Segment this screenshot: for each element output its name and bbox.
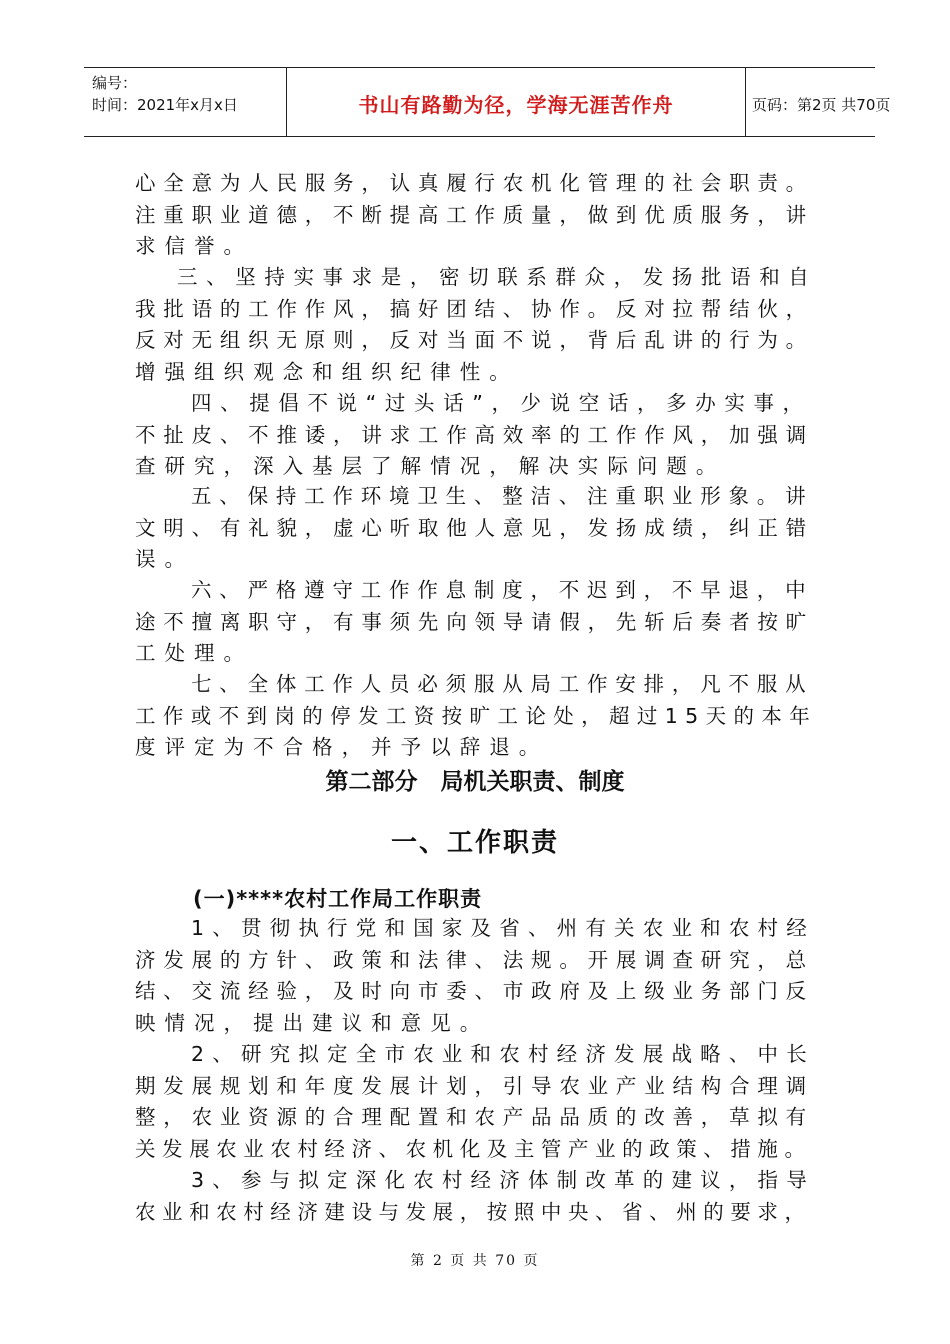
text-line: 整，农业资源的合理配置和农产品品质的改善，草拟有 (135, 1105, 814, 1129)
text-line: 五、保持工作环境卫生、整洁、注重职业形象。讲 (191, 484, 814, 508)
paragraph-8 (135, 1039, 819, 1165)
subheading: (一)****农村工作局工作职责 (193, 887, 483, 911)
header-page-cell (746, 68, 891, 136)
header-motto-cell (286, 68, 746, 136)
paragraph-3 (135, 388, 819, 483)
text-line: 不扯皮、不推诿，讲求工作高效率的工作作风，加强调 (135, 422, 814, 447)
paragraph-7 (135, 913, 819, 1039)
text-line: 途不擅离职守，有事须先向领导请假，先斩后奏者按旷 (135, 609, 814, 634)
text-line: 注重职业道德，不断提高工作质量，做到优质服务，讲 (135, 202, 814, 227)
doc-number-label: 编号： (92, 74, 138, 92)
text-line: 1、贯彻执行党和国家及省、州有关农业和农村经 (191, 916, 815, 940)
text-line: 关发展农业农村经济、农机化及主管产业的政策、措施。 (135, 1136, 812, 1161)
paragraph-5 (135, 575, 819, 670)
section-title: 第二部分 局机关职责、制度 (325, 769, 625, 795)
paragraph-2 (135, 262, 819, 388)
paragraph-9 (135, 1165, 819, 1228)
text-line: 度评定为不合格，并予以辞退。 (135, 735, 549, 759)
text-line: 工作或不到岗的停发工资按旷工论处，超过15天的本年 (135, 703, 818, 728)
text-line: 结、交流经验，及时向市委、市政府及上级业务部门反 (135, 979, 814, 1003)
header-motto: 书山有路勤为径，学海无涯苦作舟 (358, 93, 674, 117)
text-line: 工处理。 (135, 641, 254, 665)
text-line: 期发展规划和年度发展计划，引导农业产业结构合理调 (135, 1073, 814, 1098)
text-line: 七、全体工作人员必须服从局工作安排，凡不服从 (191, 672, 814, 696)
paragraph-1 (135, 168, 819, 263)
text-line: 四、提倡不说“过头话”，少说空话，多办实事， (191, 391, 812, 415)
text-line: 六、严格遵守工作作息制度，不迟到，不早退，中 (191, 578, 814, 602)
text-line: 映情况，提出建议和意见。 (135, 1010, 490, 1035)
text-line: 心全意为人民服务，认真履行农机化管理的社会职责。 (135, 171, 814, 195)
text-line: 农业和农村经济建设与发展，按照中央、省、州的要求， (135, 1199, 812, 1224)
text-line: 济发展的方针、政策和法律、法规。开展调查研究，总 (135, 947, 814, 972)
header-meta-cell (84, 68, 286, 136)
text-line: 三、坚持实事求是，密切联系群众，发扬批语和自 (177, 265, 818, 289)
text-line: 2、研究拟定全市农业和农村经济发展战略、中长 (191, 1042, 815, 1066)
header-page-label: 页码：第2页 共70页 (752, 96, 891, 114)
text-line: 求信誉。 (135, 234, 254, 258)
text-line: 我批语的工作作风，搞好团结、协作。反对拉帮结伙， (135, 296, 814, 321)
text-line: 增强组织观念和组织纪律性。 (135, 359, 519, 384)
text-line: 文明、有礼貌，虚心听取他人意见，发扬成绩，纠正错 (135, 515, 814, 540)
text-line: 反对无组织无原则，反对当面不说，背后乱讲的行为。 (135, 328, 814, 352)
text-line: 查研究，深入基层了解情况，解决实际问题。 (135, 454, 726, 478)
text-line: 3、参与拟定深化农村经济体制改革的建议，指导 (191, 1168, 815, 1192)
paragraph-4 (135, 481, 819, 576)
text-line: 误。 (135, 547, 195, 571)
subsection-title: 一、工作职责 (390, 828, 559, 858)
page-header (84, 67, 891, 137)
paragraph-6 (135, 669, 819, 764)
doc-time-label: 时间：2021年x月x日 (92, 96, 238, 114)
page-footer: 第 2 页 共 70 页 (410, 1253, 540, 1269)
